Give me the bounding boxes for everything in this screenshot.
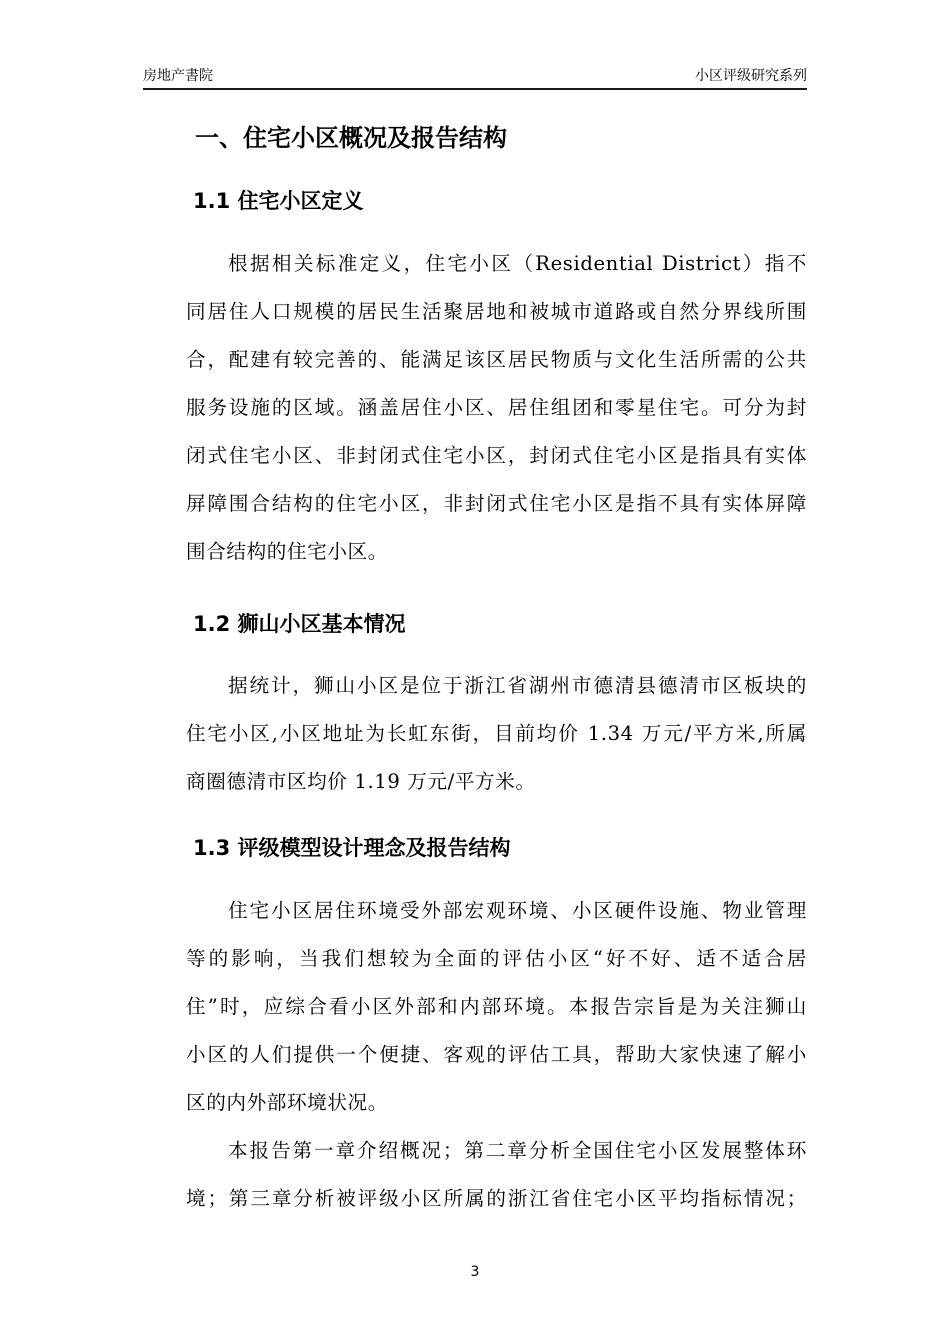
text-line: 境；第三章分析被评级小区所属的浙江省住宅小区平均指标情况；	[186, 1187, 807, 1210]
header-series-title: 小区评级研究系列	[695, 68, 807, 84]
subsection-title-1-1: 1.1 住宅小区定义	[193, 189, 364, 213]
text-line: 同居住人口规模的居民生活聚居地和被城市道路或自然分界线所围	[186, 300, 807, 323]
subsection-title-1-2: 1.2 狮山小区基本情况	[193, 612, 406, 636]
text-line: 合，配建有较完善的、能满足该区居民物质与文化生活所需的公共	[186, 348, 807, 371]
section-title: 一、住宅小区概况及报告结构	[195, 124, 507, 152]
text-line: 服务设施的区域。涵盖居住小区、居住组团和零星住宅。可分为封	[186, 396, 807, 419]
paragraph-report-structure	[145, 1127, 807, 1223]
page-number: 3	[470, 1264, 480, 1280]
header-divider	[143, 88, 807, 90]
text-line: 住宅小区,小区地址为长虹东街，目前均价 1.34 万元/平方米,所属	[186, 722, 807, 745]
text-line: 本报告第一章介绍概况；第二章分析全国住宅小区发展整体环	[228, 1139, 807, 1162]
text-line: 等的影响，当我们想较为全面的评估小区“好不好、适不适合居	[186, 947, 807, 970]
text-line: 围合结构的住宅小区。	[186, 540, 388, 563]
text-line: 根据相关标准定义，住宅小区（Residential District）指不	[228, 252, 807, 275]
text-line: 据统计，狮山小区是位于浙江省湖州市德清县德清市区板块的	[228, 674, 807, 697]
subsection-title-1-3: 1.3 评级模型设计理念及报告结构	[193, 836, 511, 860]
text-line: 住宅小区居住环境受外部宏观环境、小区硬件设施、物业管理	[228, 899, 807, 922]
page-header	[143, 66, 807, 88]
text-line: 区的内外部环境状况。	[186, 1091, 388, 1114]
paragraph-design-concept	[145, 887, 807, 1127]
text-line: 闭式住宅小区、非封闭式住宅小区，封闭式住宅小区是指具有实体	[186, 444, 807, 467]
paragraph-basic-info	[145, 662, 807, 806]
text-line: 屏障围合结构的住宅小区，非封闭式住宅小区是指不具有实体屏障	[186, 492, 807, 515]
text-line: 小区的人们提供一个便捷、客观的评估工具，帮助大家快速了解小	[186, 1043, 807, 1066]
text-line: 商圈德清市区均价 1.19 万元/平方米。	[186, 770, 536, 793]
text-line: 住”时，应综合看小区外部和内部环境。本报告宗旨是为关注狮山	[186, 995, 807, 1018]
header-publisher: 房地产書院	[143, 68, 213, 84]
paragraph-definition	[145, 240, 807, 576]
